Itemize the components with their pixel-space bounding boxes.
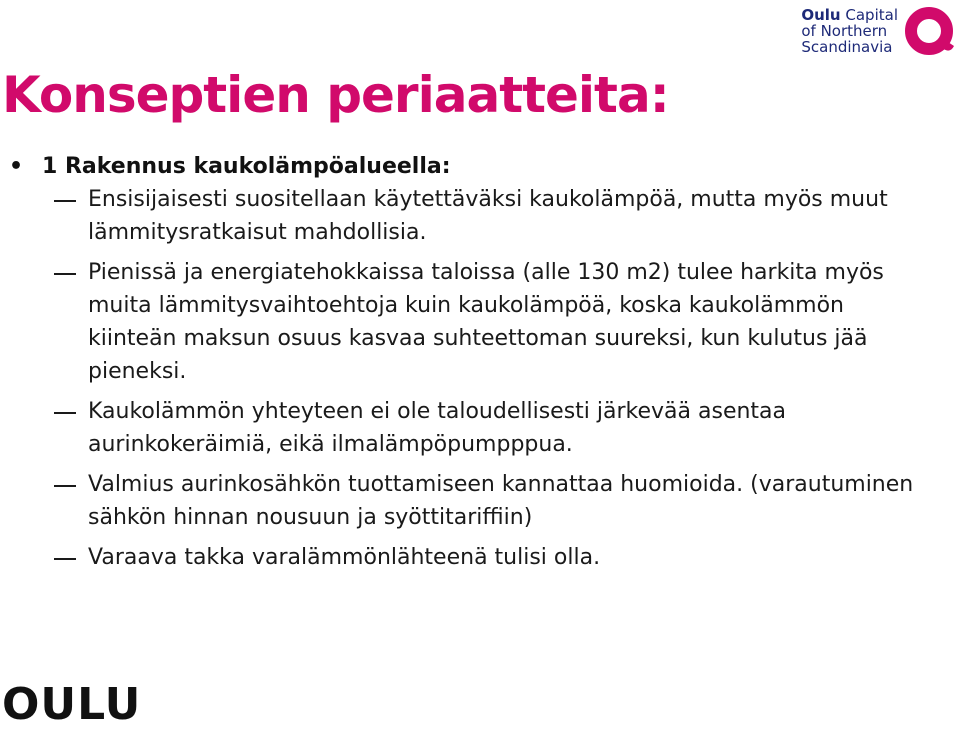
sub-item [0, 256, 930, 388]
dash-icon [54, 200, 76, 202]
brand-text [801, 7, 898, 55]
dash-icon [54, 412, 76, 414]
brand-line2: of Northern [801, 22, 888, 40]
sub-item [0, 468, 930, 534]
bullet-dot-icon: • [9, 154, 24, 179]
slide-title: Konseptien periaatteita: [2, 66, 669, 124]
dash-icon [54, 273, 76, 275]
brand-oulu: Oulu [801, 6, 841, 24]
slide-content [0, 150, 930, 581]
brand-line3: Scandinavia [801, 38, 893, 56]
sub-item [0, 183, 930, 249]
dash-icon [54, 485, 76, 487]
brand-ring-icon [902, 4, 956, 58]
oulu-capital-brand [801, 4, 956, 58]
sub-item-text: Ensisijaisesti suositellaan käytettäväksi kaukolämpöä, mutta myös muut lämmitysratkaisut mahdollisia. [88, 187, 888, 245]
sub-item-text: Kaukolämmön yhteyteen ei ole taloudellisesti järkevää asentaa aurinkokeräimiä, eikä ilmalämpöpumpppua. [88, 399, 787, 457]
brand-capital: Capital [840, 6, 898, 24]
sub-item-list [0, 183, 930, 574]
sub-item-text: Varaava takka varalämmönlähteenä tulisi olla. [88, 545, 601, 570]
sub-item-text: Pienissä ja energiatehokkaissa taloissa (alle 130 m2) tulee harkita myös muita lämmitysvaihtoehtoja kuin kaukolämpöä, koska kaukolämmön kiinteän maksun osuus kasvaa suhteettoman suureksi, kun kulutus jää pieneksi. [88, 260, 884, 384]
main-bullet-text: 1 Rakennus kaukolämpöalueella: [42, 154, 451, 179]
oulu-logo: OULU [2, 679, 142, 730]
main-bullet [0, 150, 930, 183]
sub-item-text: Valmius aurinkosähkön tuottamiseen kannattaa huomioida. (varautuminen sähkön hinnan nousuun ja syöttitariffiin) [88, 472, 914, 530]
sub-item [0, 395, 930, 461]
dash-icon [54, 558, 76, 560]
sub-item [0, 541, 930, 574]
